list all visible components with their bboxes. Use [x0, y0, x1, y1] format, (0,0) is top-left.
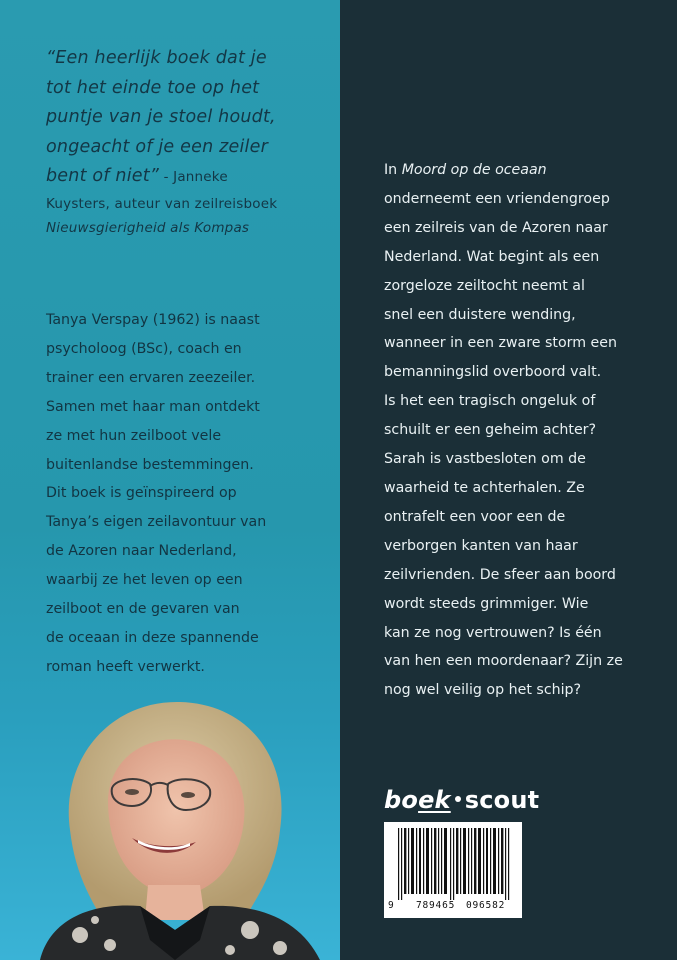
- desc-line-first: [384, 156, 654, 185]
- bio-line: de oceaan in deze spannende: [46, 629, 259, 646]
- desc-line: van hen een moordenaar? Zijn ze: [384, 653, 623, 670]
- quote-line: puntje van je stoel houdt,: [46, 107, 276, 127]
- bio-line: zeilboot en de gevaren van: [46, 601, 240, 618]
- desc-line: kan ze nog vertrouwen? Is één: [384, 624, 602, 641]
- logo-boek-part: bo: [384, 786, 419, 814]
- barcode-digits: [384, 900, 522, 914]
- desc-line: waarheid te achterhalen. Ze: [384, 479, 585, 496]
- desc-line: Nederland. Wat begint als een: [384, 248, 600, 265]
- quote-end: bent of niet”: [46, 166, 160, 186]
- logo-boek: [384, 786, 451, 814]
- logo-dot-icon: [455, 796, 461, 802]
- desc-line: wordt steeds grimmiger. Wie: [384, 595, 589, 612]
- quote-line: ongeacht of je een zeiler: [46, 136, 268, 157]
- barcode-digit-first: 9: [388, 900, 394, 911]
- isbn-barcode: [384, 822, 522, 918]
- author-photo: [0, 680, 340, 960]
- desc-line: Is het een tragisch ongeluk of: [384, 393, 596, 410]
- quote-attribution: - Janneke: [159, 169, 228, 185]
- bio-line: psycholoog (BSc), coach en: [46, 340, 242, 357]
- barcode-digits-left: 789465: [416, 900, 456, 911]
- desc-line: snel een duistere wending,: [384, 306, 576, 323]
- quote-line: tot het einde toe op het: [46, 77, 260, 98]
- bio-line: Samen met haar man ontdekt: [46, 398, 260, 415]
- barcode-bars: [390, 828, 516, 900]
- quote-attribution-book: Nieuwsgierigheid als Kompas: [46, 219, 250, 236]
- logo-boek-underlined: ek: [418, 786, 451, 814]
- publisher-logo: [384, 786, 539, 814]
- barcode-digits-right: 096582: [466, 900, 506, 911]
- desc-line: Sarah is vastbesloten om de: [384, 451, 586, 468]
- desc-line: ontrafelt een voor een de: [384, 508, 566, 525]
- desc-line: zeilvrienden. De sfeer aan boord: [384, 566, 616, 583]
- author-bio: [46, 306, 286, 682]
- bio-line: ze met hun zeilboot vele: [46, 427, 222, 444]
- desc-line: onderneemt een vriendengroep: [384, 190, 610, 207]
- bio-line: buitenlandse bestemmingen.: [46, 456, 254, 473]
- desc-line: bemanningslid overboord valt.: [384, 364, 602, 381]
- desc-intro: In: [384, 162, 402, 178]
- logo-scout: scout: [464, 786, 540, 814]
- desc-line: zorgeloze zeiltocht neemt al: [384, 277, 585, 294]
- bio-line: Dit boek is geïnspireerd op: [46, 485, 237, 502]
- desc-line: nog wel veilig op het schip?: [384, 682, 582, 699]
- bio-line: roman heeft verwerkt.: [46, 658, 205, 675]
- bio-line: waarbij ze het leven op een: [46, 572, 243, 589]
- book-description: [384, 156, 654, 705]
- desc-line: wanneer in een zware storm een: [384, 335, 617, 352]
- bio-line: Tanya’s eigen zeilavontuur van: [46, 514, 267, 531]
- desc-line: een zeilreis van de Azoren naar: [384, 219, 608, 236]
- review-quote: [46, 44, 296, 240]
- quote-line-last: [46, 162, 296, 192]
- desc-line: schuilt er een geheim achter?: [384, 422, 597, 439]
- book-title: Moord op de oceaan: [401, 162, 547, 178]
- quote-line: “Een heerlijk boek dat je: [46, 48, 267, 68]
- quote-attribution-line: Kuysters, auteur van zeilreisboek: [46, 195, 278, 212]
- bio-line: Tanya Verspay (1962) is naast: [46, 312, 260, 328]
- bio-line: de Azoren naar Nederland,: [46, 543, 237, 560]
- desc-line: verborgen kanten van haar: [384, 537, 578, 554]
- bio-line: trainer een ervaren zeezeiler.: [46, 369, 256, 386]
